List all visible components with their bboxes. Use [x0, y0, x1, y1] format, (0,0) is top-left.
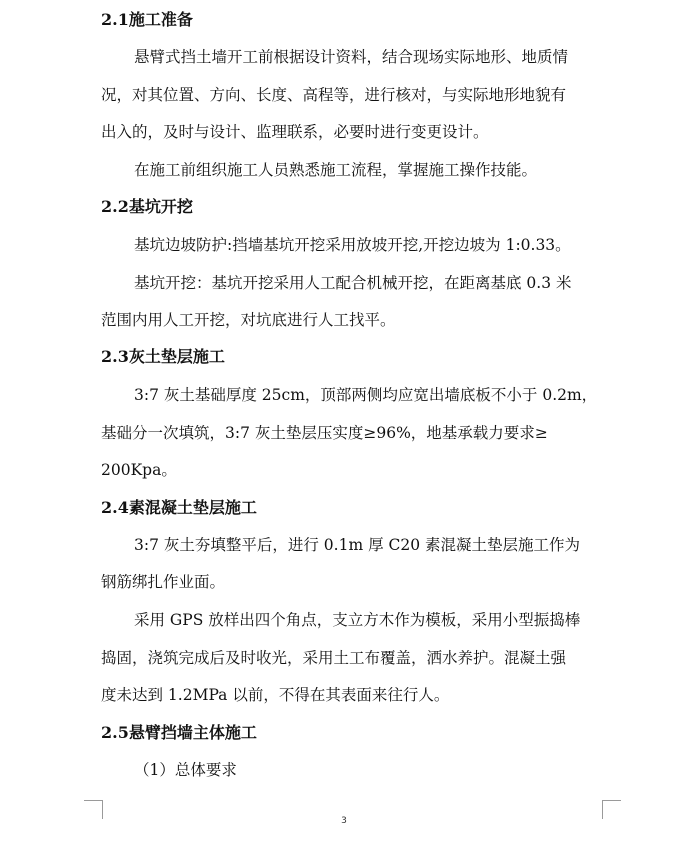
- paragraph-line: 度未达到 1.2MPa 以前，不得在其表面来往行人。: [101, 686, 450, 704]
- paragraph-line: 在施工前组织施工人员熟悉施工流程，掌握施工操作技能。: [134, 161, 538, 179]
- paragraph-line: 200Kpa。: [101, 461, 177, 479]
- paragraph-line: 基坑开挖：基坑开挖采用人工配合机械开挖，在距离基底 0.3 米: [134, 274, 572, 292]
- paragraph-line: 3:7 灰土夯填整平后，进行 0.1m 厚 C20 素混凝土垫层施工作为: [134, 536, 581, 554]
- section-heading: 2.5悬臂挡墙主体施工: [101, 723, 257, 742]
- paragraph-line: 基坑边坡防护:挡墙基坑开挖采用放坡开挖,开挖边坡为 1:0.33。: [134, 236, 571, 254]
- paragraph-line: 钢筋绑扎作业面。: [101, 573, 226, 591]
- section-heading: 2.1施工准备: [101, 10, 193, 29]
- paragraph-line: 悬臂式挡土墙开工前根据设计资料，结合现场实际地形、地质情: [134, 48, 569, 66]
- paragraph-line: （1）总体要求: [134, 761, 237, 779]
- paragraph-line: 出入的，及时与设计、监理联系，必要时进行变更设计。: [101, 123, 489, 141]
- paragraph-line: 基础分一次填筑，3:7 灰土垫层压实度≥96%，地基承载力要求≥: [101, 424, 548, 442]
- paragraph-line: 3:7 灰土基础厚度 25cm，顶部两侧均应宽出墙底板不小于 0.2m，: [134, 386, 598, 404]
- paragraph-line: 采用 GPS 放样出四个角点，支立方木作为模板，采用小型振捣棒: [134, 611, 581, 629]
- section-heading: 2.2基坑开挖: [101, 197, 193, 216]
- paragraph-line: 况，对其位置、方向、长度、高程等，进行核对，与实际地形地貌有: [101, 86, 567, 104]
- section-heading: 2.4素混凝土垫层施工: [101, 498, 257, 517]
- page-number: 3: [341, 816, 347, 826]
- section-heading: 2.3灰土垫层施工: [101, 347, 225, 366]
- paragraph-line: 范围内用人工开挖，对坑底进行人工找平。: [101, 311, 396, 329]
- paragraph-line: 捣固，浇筑完成后及时收光，采用土工布覆盖，洒水养护。混凝土强: [101, 649, 567, 667]
